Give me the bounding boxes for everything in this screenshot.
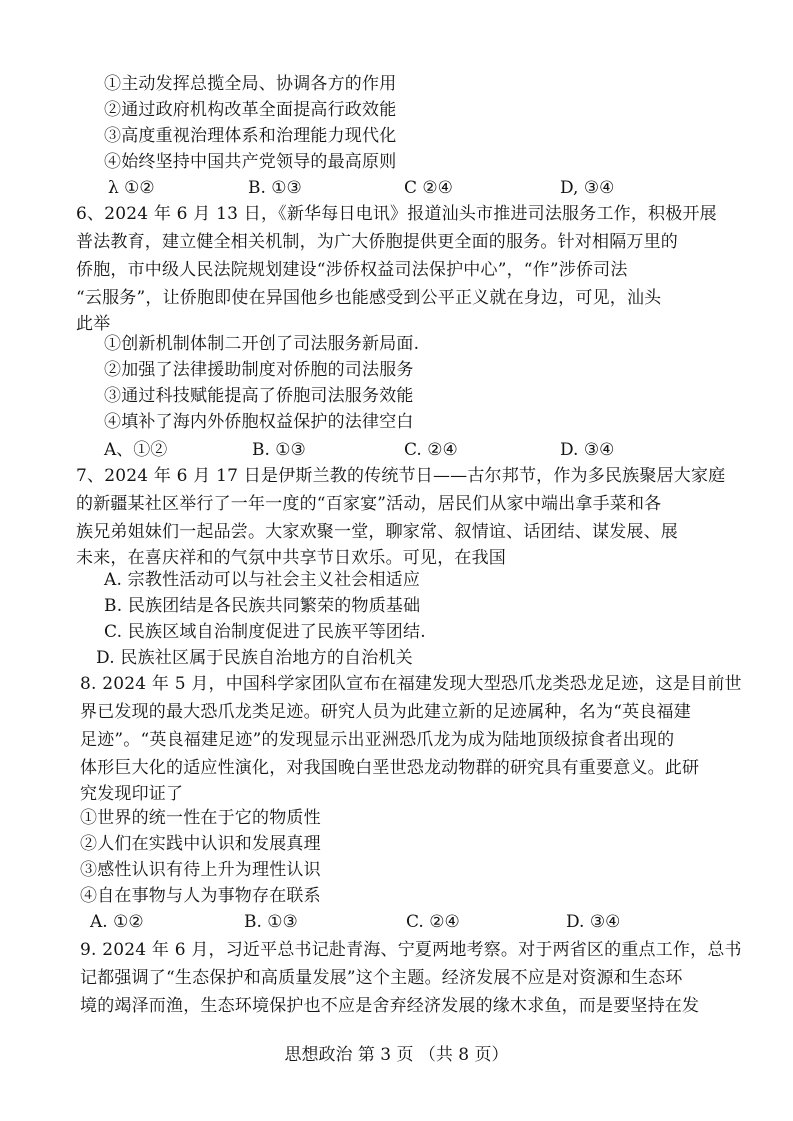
q8-choice-a: A. ①② <box>90 912 144 932</box>
q7-option-c: C. 民族区域自治制度促进了民族平等团结. <box>104 622 426 642</box>
q6-choice-a: A、①② <box>104 440 168 460</box>
q5-choice-b: B. ①③ <box>248 178 302 198</box>
q7-stem-line-2: 的新疆某社区举行了一年一度的“百家宴”活动，居民们从家中端出拿手菜和各 <box>76 494 662 514</box>
q8-choice-d: D. ③④ <box>566 912 621 932</box>
q9-stem-line-1: 9. 2024 年 6 月，习近平总书记赴青海、宁夏两地考察。对于两省区的重点工作，总书 <box>80 940 742 960</box>
q6-item-3: ③通过科技赋能提高了侨胞司法服务效能 <box>104 386 414 406</box>
q7-stem-line-3: 族兄弟姐妹们一起品尝。大家欢聚一堂，聊家常、叙情谊、话团结、谋发展、展 <box>76 522 678 542</box>
q8-stem-line-3: 足迹”。“英良福建足迹”的发现显示出亚洲恐爪龙为成为陆地顶级掠食者出现的 <box>80 730 675 750</box>
q8-stem-line-5: 究发现印证了 <box>80 784 184 804</box>
q6-choice-b: B. ①③ <box>252 440 306 460</box>
q6-stem-line-5: 此举 <box>76 314 111 334</box>
q8-item-1: ①世界的统一性在于它的物质性 <box>80 808 321 828</box>
q8-stem-line-2: 界已发现的最大恐爪龙类足迹。研究人员为此建立新的足迹属种，名为“英良福建 <box>80 702 691 722</box>
q6-item-4: ④填补了海内外侨胞权益保护的法律空白 <box>104 412 414 432</box>
q8-choice-b: B. ①③ <box>244 912 298 932</box>
q5-item-1: ①主动发挥总揽全局、协调各方的作用 <box>104 74 397 94</box>
q6-choices <box>104 438 704 462</box>
q8-stem-line-4: 体形巨大化的适应性演化，对我国晚白垩世恐龙动物群的研究具有重要意义。此研 <box>80 758 700 778</box>
q5-item-3: ③高度重视治理体系和治理能力现代化 <box>104 126 397 146</box>
q6-item-2: ②加强了法律援助制度对侨胞的司法服务 <box>104 360 414 380</box>
q5-choice-c: C ②④ <box>404 178 453 198</box>
q6-choice-c: C. ②④ <box>404 440 458 460</box>
q7-option-d: D. 民族社区属于民族自治地方的自治机关 <box>96 648 413 668</box>
q7-option-b: B. 民族团结是各民族共同繁荣的物质基础 <box>104 596 421 616</box>
q6-choice-d: D. ③④ <box>560 440 615 460</box>
page-footer: 思想政治 第 3 页 （共 8 页） <box>284 1045 509 1065</box>
q6-stem-line-1: 6、2024 年 6 月 13 日，《新华每日电讯》报道汕头市推进司法服务工作，积极开展 <box>76 204 717 224</box>
q6-stem-line-2: 普法教育，建立健全相关机制，为广大侨胞提供更全面的服务。针对相隔万里的 <box>76 232 678 252</box>
q7-stem-line-4: 未来，在喜庆祥和的气氛中共享节日欢乐。可见，在我国 <box>76 548 506 568</box>
q6-stem-line-3: 侨胞，市中级人民法院规划建设“涉侨权益司法保护中心”，“作”涉侨司法 <box>76 260 628 280</box>
q6-stem-line-4: “云服务”，让侨胞即使在异国他乡也能感受到公平正义就在身边，可见，汕头 <box>76 288 662 308</box>
q7-stem-line-1: 7、2024 年 6 月 17 日是伊斯兰教的传统节日——古尔邦节，作为多民族聚居大家庭 <box>76 466 726 486</box>
q9-stem-line-2: 记都强调了“生态保护和高质量发展”这个主题。经济发展不应是对资源和生态环 <box>80 968 683 988</box>
q8-item-2: ②人们在实践中认识和发展真理 <box>80 834 321 854</box>
q8-choice-c: C. ②④ <box>406 912 460 932</box>
q5-item-4: ④始终坚持中国共产党领导的最高原则 <box>104 152 397 172</box>
q8-item-3: ③感性认识有待上升为理性认识 <box>80 860 321 880</box>
q8-stem-line-1: 8. 2024 年 5 月，中国科学家团队宣布在福建发现大型恐爪龙类恐龙足迹，这是目前世 <box>80 674 742 694</box>
q5-item-2: ②通过政府机构改革全面提高行政效能 <box>104 100 397 120</box>
q9-stem-line-3: 境的竭泽而渔，生态环境保护也不应是舍弃经济发展的缘木求鱼，而是要坚持在发 <box>80 996 700 1016</box>
q7-option-a: A. 宗教性活动可以与社会主义社会相适应 <box>104 570 421 590</box>
q5-choice-d: D, ③④ <box>560 178 615 198</box>
q6-item-1: ①创新机制体制二开创了司法服务新局面. <box>104 334 420 354</box>
q8-item-4: ④自在事物与人为事物存在联系 <box>80 886 321 906</box>
q8-choices <box>90 910 710 934</box>
q5-choices <box>108 176 708 200</box>
q5-choice-a: λ ①② <box>108 178 155 198</box>
